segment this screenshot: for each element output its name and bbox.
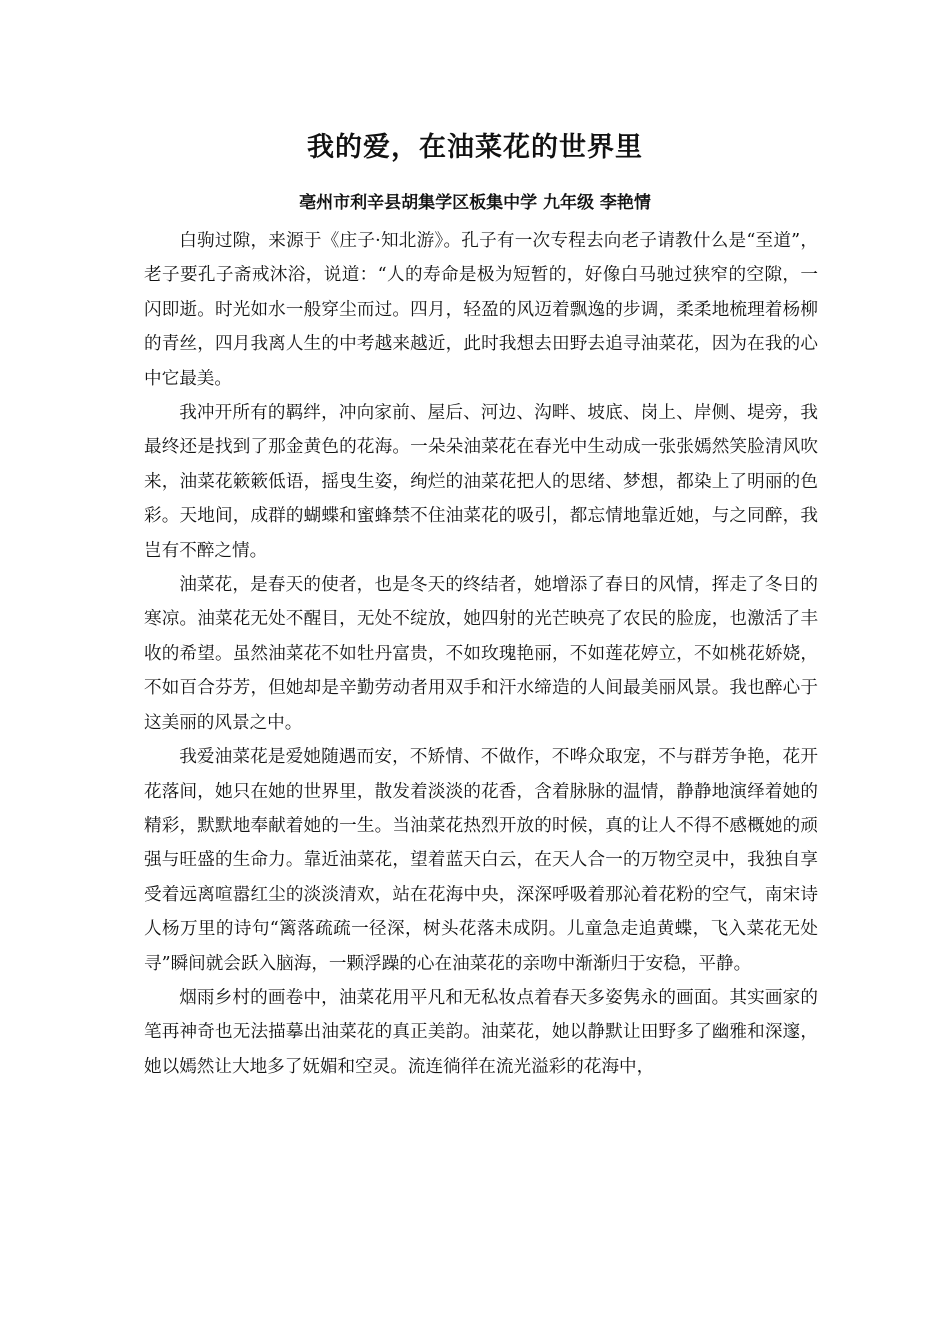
author-byline: 亳州市利辛县胡集学区板集中学 九年级 李艳情: [299, 193, 651, 213]
document-title: 我的爱，在油菜花的世界里: [307, 132, 643, 163]
paragraph-2: 我冲开所有的羁绊，冲向家前、屋后、河边、沟畔、坡底、岗上、岸侧、堤旁，我最终还是找到了那金黄色的花海。一朵朵油菜花在春光中生动成一张张嫣然笑脸清风吹来，油菜花簌簌低语，摇曳生姿，绚烂的油菜花把人的思绪、梦想，都染上了明丽的色彩。天地间，成群的蝴蝶和蜜蜂禁不住油菜花的吸引，都忘情地靠近她，与之同醉，我岂有不醉之情。: [144, 403, 818, 561]
article-body: [144, 224, 818, 1084]
paragraph-3: 油菜花，是春天的使者，也是冬天的终结者，她增添了春日的风情，挥走了冬日的寒凉。油菜花无处不醒目，无处不绽放，她四射的光芒映亮了农民的脸庞，也激活了丰收的希望。虽然油菜花不如牡丹富贵，不如玫瑰艳丽，不如莲花婷立，不如桃花娇娆，不如百合芬芳，但她却是辛勤劳动者用双手和汗水缔造的人间最美丽风景。我也醉心于这美丽的风景之中。: [144, 575, 818, 733]
paragraph-1: 白驹过隙，来源于《庄子·知北游》。孔子有一次专程去向老子请教什么是“至道”，老子要孔子斋戒沐浴，说道：“人的寿命是极为短暂的，好像白马驰过狭窄的空隙，一闪即逝。时光如水一般穿尘而过。四月，轻盈的风迈着飘逸的步调，柔柔地梳理着杨柳的青丝，四月我离人生的中考越来越近，此时我想去田野去追寻油菜花，因为在我的心中它最美。: [144, 231, 818, 389]
paragraph-4: 我爱油菜花是爱她随遇而安，不矫情、不做作，不哗众取宠，不与群芳争艳，花开花落间，她只在她的世界里，散发着淡淡的花香，含着脉脉的温情，静静地演绎着她的精彩，默默地奉献着她的一生。当油菜花热烈开放的时候，真的让人不得不感概她的顽强与旺盛的生命力。靠近油菜花，望着蓝天白云，在天人合一的万物空灵中，我独自享受着远离喧嚣红尘的淡淡清欢，站在花海中央，深深呼吸着那沁着花粉的空气，南宋诗人杨万里的诗句“篱落疏疏一径深，树头花落未成阴。儿童急走追黄蝶，飞入菜花无处寻”瞬间就会跃入脑海，一颗浮躁的心在油菜花的亲吻中渐渐归于安稳，平静。: [144, 747, 818, 974]
paragraph-5: 烟雨乡村的画卷中，油菜花用平凡和无私妆点着春天多姿隽永的画面。其实画家的笔再神奇也无法描摹出油菜花的真正美韵。油菜花，她以静默让田野多了幽雅和深邃，她以嫣然让大地多了妩媚和空灵。流连徜徉在流光溢彩的花海中，: [144, 987, 818, 1077]
